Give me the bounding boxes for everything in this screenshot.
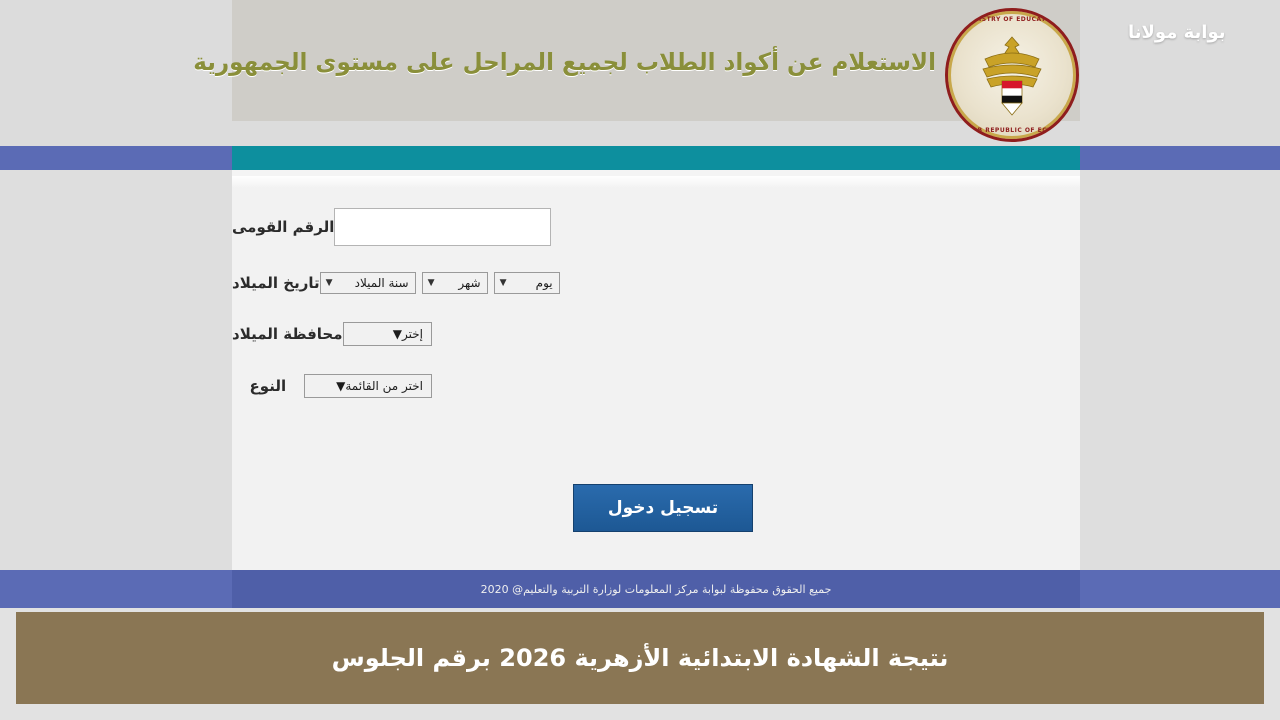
national-id-label: الرقم القومى [232,218,335,236]
birth-date-label: تاريخ الميلاد [232,274,320,292]
chevron-down-icon: ▼ [325,278,333,288]
caption-text: نتيجة الشهادة الابتدائية الأزهرية 2026 برقم الجلوس [331,644,949,672]
page-title: الاستعلام عن أكواد الطلاب لجميع المراحل على مستوى الجمهورية [193,48,937,76]
birth-month-value: شهر [458,276,481,290]
birth-date-row [232,272,1080,294]
teal-divider-bar [232,146,1080,170]
watermark-label: بوابة مولانا [1128,22,1226,43]
footer-copyright: جميع الحقوق محفوظة لبوابة مركز المعلومات لوزارة التربية والتعليم@ 2020 [480,582,832,596]
birth-month-select[interactable] [422,272,488,294]
right-blue-bar [1080,146,1280,170]
type-label: النوع [249,377,287,395]
birth-governorate-label: محافظة الميلاد [232,325,343,343]
birth-day-value: يوم [535,276,553,290]
birth-year-select[interactable] [320,272,416,294]
logo-bottom-text: ARAB REPUBLIC OF EGYPT [962,127,1062,134]
footer-inner [232,570,1080,608]
type-value: اختر من القائمة [345,379,423,393]
caption-bar [16,612,1264,704]
eagle-icon [975,33,1049,119]
national-id-row [232,208,1080,246]
birth-date-selects [320,272,560,294]
login-form-panel [232,170,1080,576]
national-id-input[interactable] [334,208,551,246]
chevron-down-icon: ▼ [499,278,507,288]
birth-day-select[interactable] [494,272,560,294]
birth-governorate-value: إختر [402,327,423,341]
chevron-down-icon: ▼ [427,278,435,288]
chevron-down-icon: ▼ [336,379,346,393]
birth-year-value: سنة الميلاد [354,276,409,290]
birth-governorate-select[interactable] [343,322,432,346]
ministry-logo [945,8,1079,142]
birth-governorate-row [232,322,1080,346]
chevron-down-icon: ▼ [392,327,402,341]
login-submit-button[interactable]: تسجيل دخول [573,484,753,532]
left-blue-bar [0,146,232,170]
type-select[interactable] [304,374,432,398]
type-row [232,374,1080,398]
panel-top-gradient [232,176,1080,188]
logo-top-text: MINISTRY OF EDUCATION [964,16,1060,23]
